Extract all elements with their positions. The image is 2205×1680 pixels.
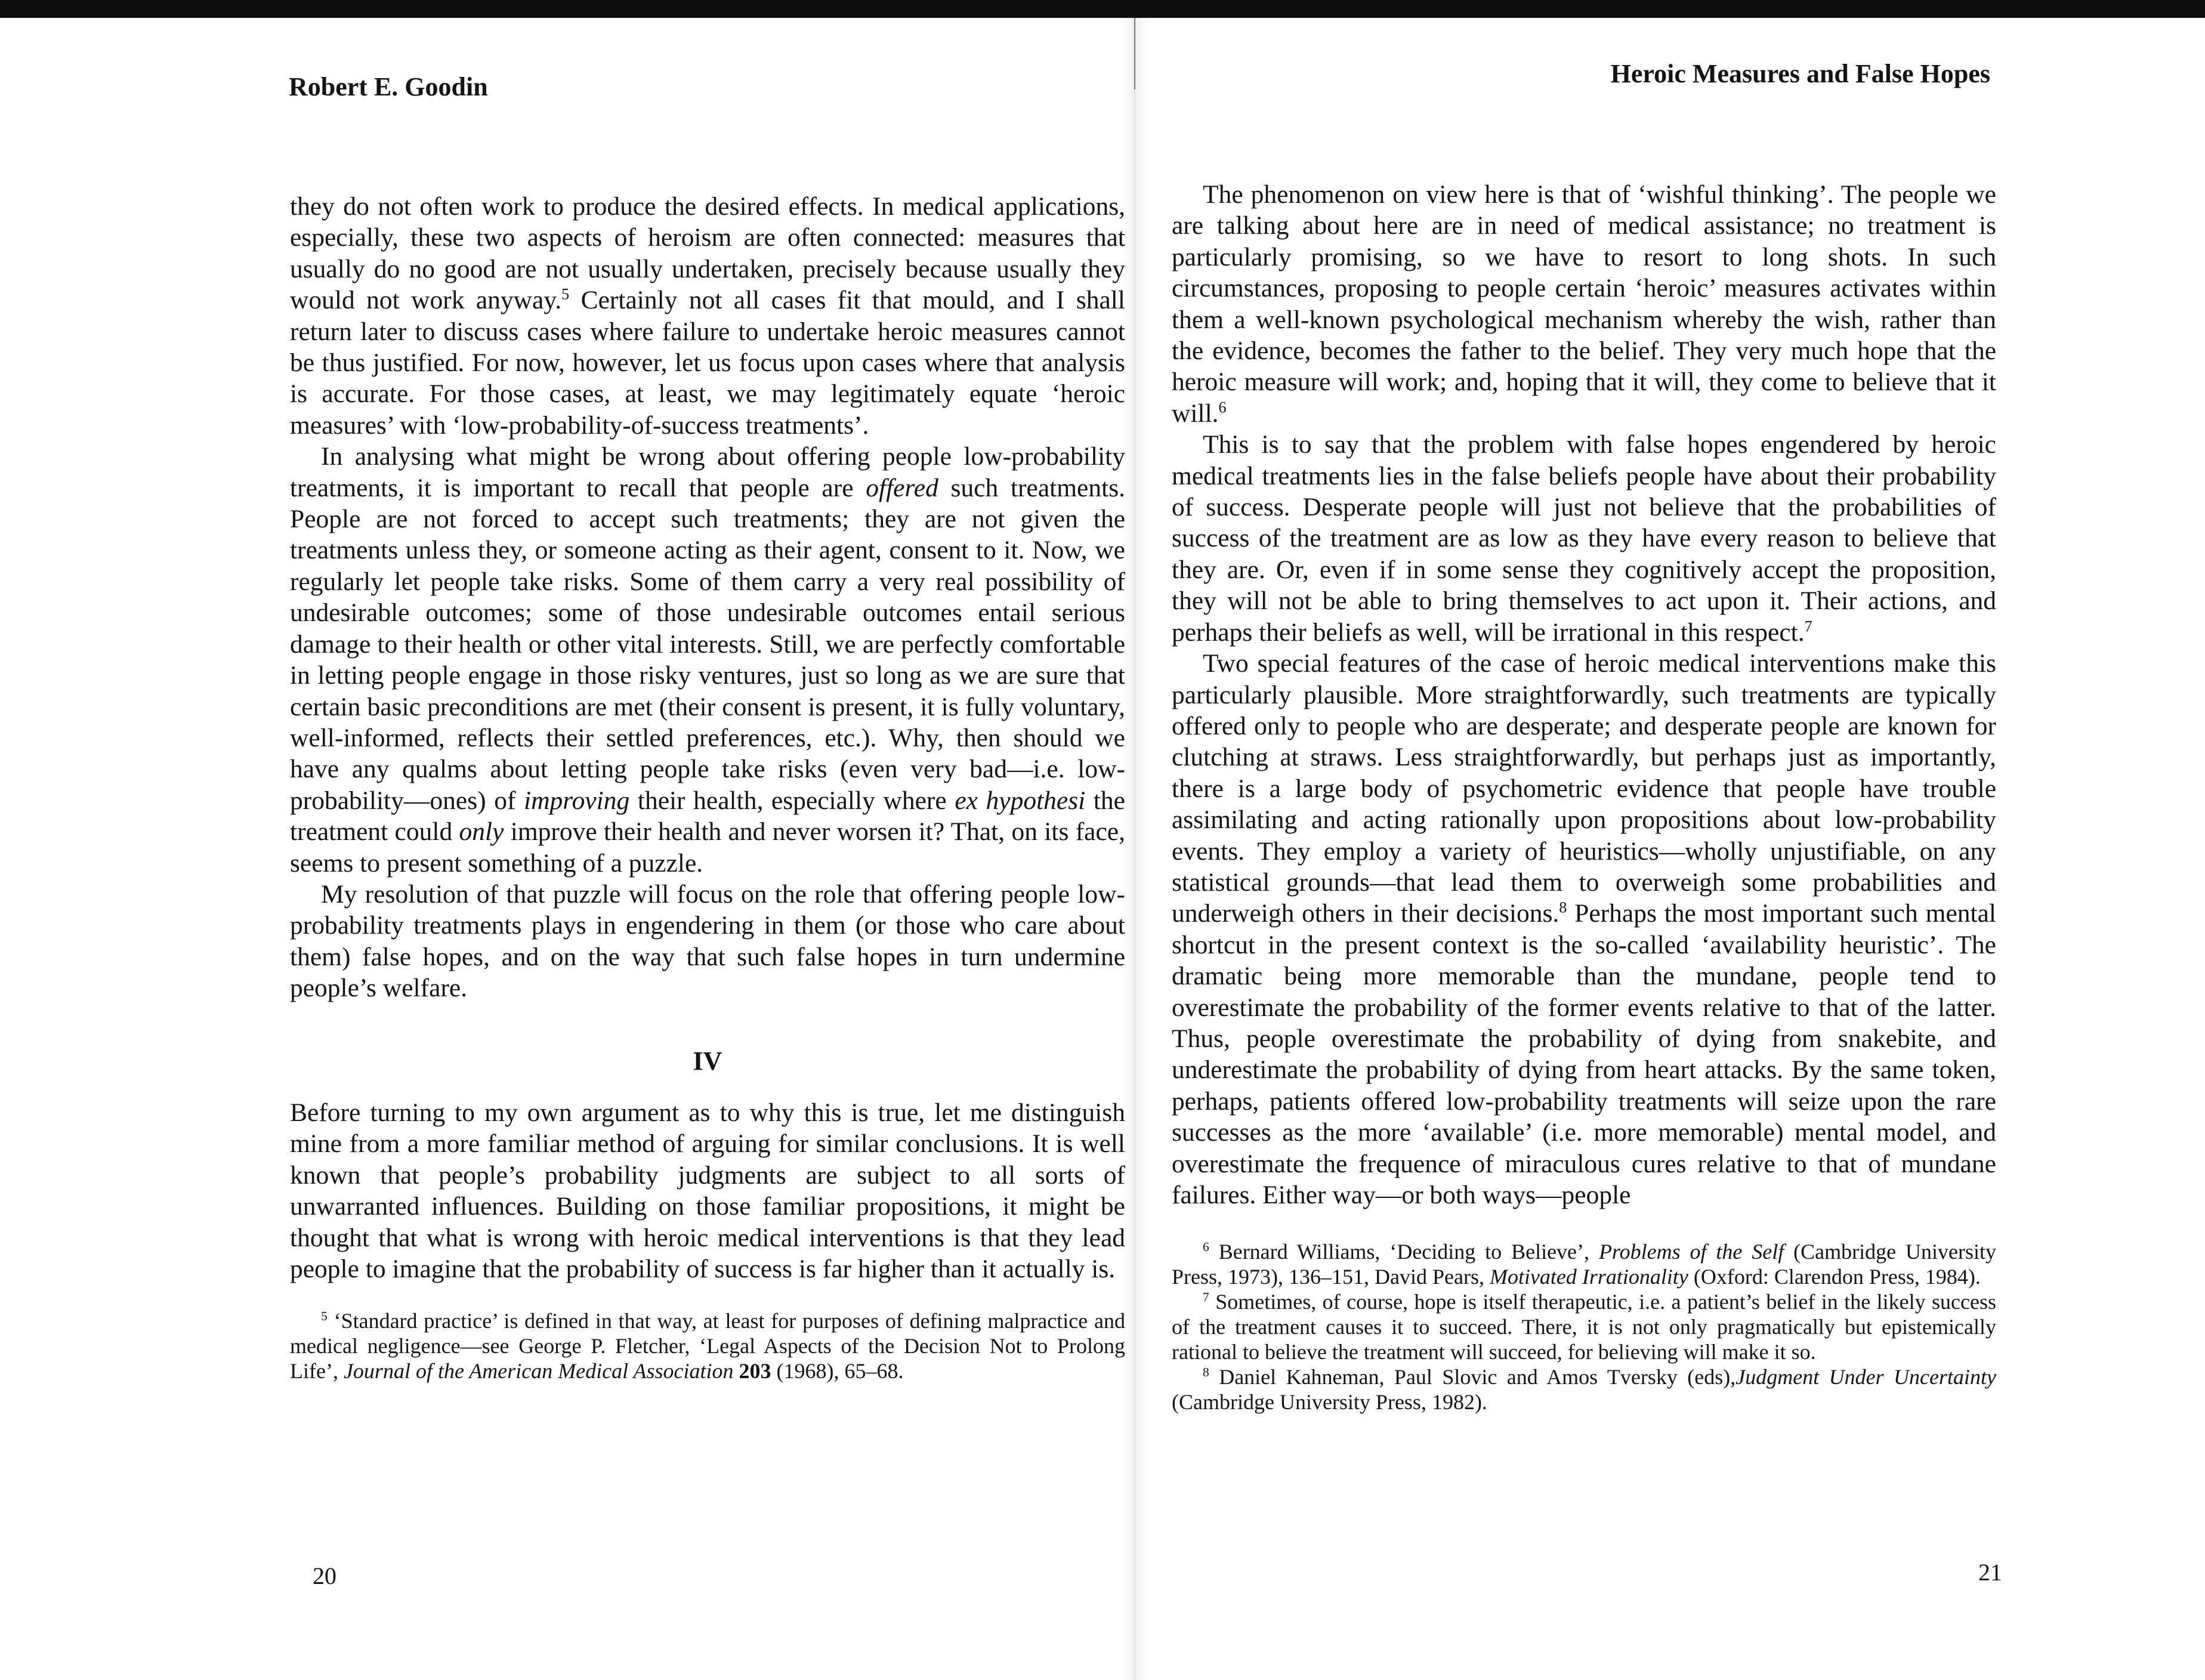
footnote-ref-7: 7 (1804, 617, 1812, 635)
paragraph: Before turning to my own argument as to why this is true, let me distinguish mine from a more familiar method of arguing for similar conclusions. It is well known that people’s probability judgments are subject to all sorts of unwarranted influences. Building on those familiar propositions, it might be thought that what is wrong with heroic medical interventions is that they lead people to imagine that the probability of success is far higher than it actually is. (290, 1098, 1125, 1283)
right-text-column (1172, 179, 1996, 1415)
scan-top-border (0, 0, 2205, 18)
page-number: 21 (1978, 1559, 2002, 1586)
paragraph: they do not often work to produce the desired effects. In medical applications, especially, these two aspects of heroism are often connected: measures that usually do no good are not usually undertaken, precisely because usually they would not work anyway.$^5$ Certainly not all cases fit that mould, and I shall return later to discuss cases where failure to undertake heroic measures cannot be thus justified. For now, however, let us focus upon cases where that analysis is accurate. For those cases, at least, we may legitimately equate ‘heroic measures’ with ‘low-probability-of-success treatments’. (290, 192, 1125, 440)
book-gutter (1122, 18, 1148, 1680)
paragraph: Two special features of the case of heroic medical interventions make this particularly plausible. More straightforwardly, such treatments are typically offered only to people who are desperate; and desperate people are known for clutching at straws. Less straightforwardly, but perhaps just as importantly, there is a large body of psychometric evidence that people have trouble assimilating and acting rationally upon propositions about low-probability events. They employ a variety of heuristics—wholly unjustifiable, on any statistical grounds—that lead them to overweigh some probabilities and underweigh others in their decisions.$^8$ Perhaps the most important such mental shortcut in the present context is the so-called ‘availability heuristic’. The dramatic being more memorable than the mundane, people tend to overestimate the probability of the former events relative to that of the latter. Thus, people overestimate the probability of dying from snakebite, and underestimate the probability of dying from heart attacks. By the same token, perhaps, patients offered low-probability treatments will seize upon the rare successes as the more ‘available’ (i.e. more memorable) mental model, and overestimate the frequence of miraculous cures relative to that of mundane failures. Either way—or both ways—people (1172, 649, 1996, 1209)
footnote-ref-8: 8 (1559, 898, 1567, 916)
running-head-author: Robert E. Goodin (289, 72, 488, 101)
footnote-7: $^7$ Sometimes, of course, hope is itself therapeutic, i.e. a patient’s belief in the likely success of the treatment causes it to succeed. There, it is not only pragmatically but epistemically rational to believe the treatment will succeed, for believing will make it so. (1172, 1290, 1996, 1364)
footnote-ref-5: 5 (561, 285, 570, 303)
paragraph: My resolution of that puzzle will focus on the role that offering people low-probability treatments plays in engendering in them (or those who care about them) false hopes, and on the way that such false hopes in turn undermine people’s welfare. (290, 879, 1125, 1003)
footnote-5: $^5$ ‘Standard practice’ is defined in that way, at least for purposes of defining malpractice and medical negligence—see George P. Fletcher, ‘Legal Aspects of the Decision Not to Prolong Life’, Journal of the American Medical Association 203 (1968), 65–68. (290, 1309, 1125, 1383)
paragraph: In analysing what might be wrong about offering people low-probability treatments, it is important to recall that people are offered such treatments. People are not forced to accept such treatments; they are not given the treatments unless they, or someone acting as their agent, consent to it. Now, we regularly let people take risks. Some of them carry a very real possibility of undesirable outcomes; some of those undesirable outcomes entail serious damage to their health or other vital interests. Still, we are perfectly comfortable in letting people engage in those risky ventures, just so long as we are sure that certain basic preconditions are met (their consent is present, it is fully voluntary, well-informed, reflects their settled preferences, etc.). Why, then should we have any qualms about letting people take risks (even very bad—i.e. low-probability—ones) of improving their health, especially where ex hypothesi the treatment could only improve their health and never worsen it? That, on its face, seems to present something of a puzzle. (290, 442, 1126, 878)
left-text-column (290, 191, 1125, 1383)
gutter-mark (1134, 18, 1135, 89)
page-number: 20 (313, 1562, 336, 1589)
footnotes (290, 1308, 1125, 1383)
footnote-6: $^6$ Bernard Williams, ‘Deciding to Believe’, Problems of the Self (Cambridge University Press, 1973), 136–151, David Pears, Motivated Irrationality (Oxford: Clarendon Press, 1984). (1172, 1240, 1996, 1289)
running-head-title: Heroic Measures and False Hopes (1610, 59, 1990, 88)
paragraph: This is to say that the problem with false hopes engendered by heroic medical treatments lies in the false beliefs people have about their probability of success. Desperate people will just not believe that the probabilities of success of the treatment are as low as they have every reason to believe that they are. Or, even if in some sense they cognitively accept the proposition, they will not be able to bring themselves to act upon it. Their actions, and perhaps their beliefs as well, will be irrational in this respect.$^7$ (1172, 430, 1996, 647)
footnote-8: $^8$ Daniel Kahneman, Paul Slovic and Amos Tversky (eds),Judgment Under Uncertainty (Cambridge University Press, 1982). (1172, 1365, 1996, 1415)
paragraph: The phenomenon on view here is that of ‘wishful thinking’. The people we are talking about here are in need of medical assistance; no treatment is particularly promising, so we have to resort to long shots. In such circumstances, proposing to people certain ‘heroic’ measures activates within them a well-known psychological mechanism whereby the wish, rather than the evidence, becomes the father to the belief. They very much hope that the heroic measure will work; and, hoping that it will, they come to believe that it will.$^6$ (1172, 180, 1996, 428)
footnote-ref-6: 6 (1218, 399, 1227, 416)
footnotes (1172, 1239, 1996, 1415)
section-heading: IV (693, 1046, 722, 1076)
